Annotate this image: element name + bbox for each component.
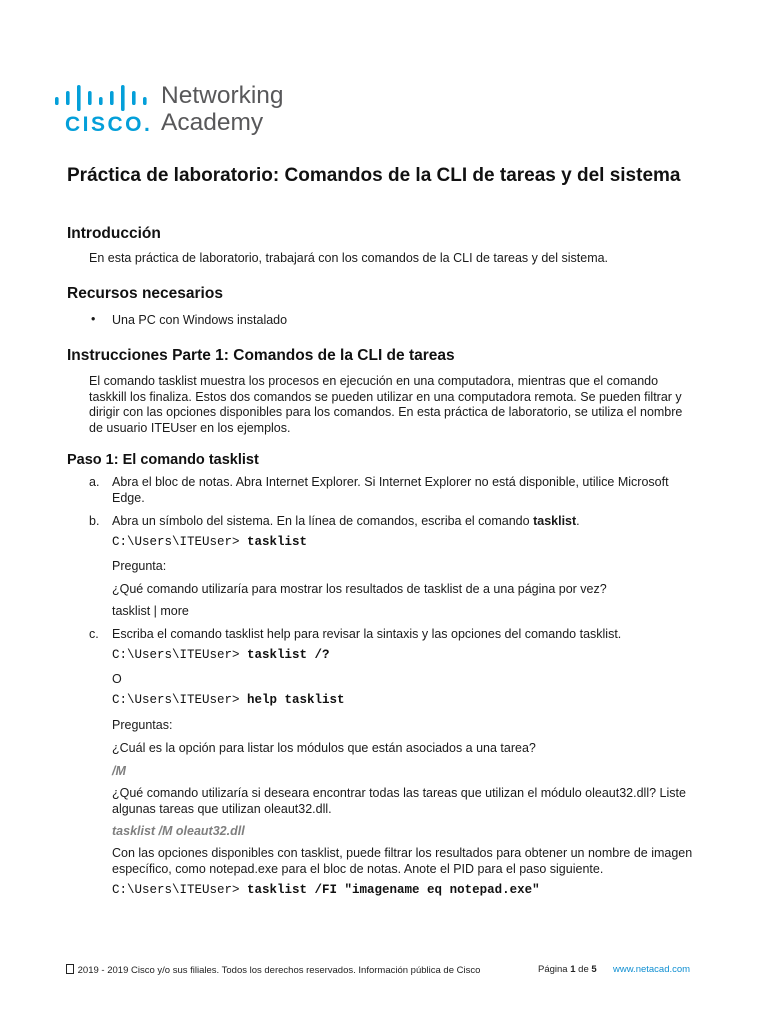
command-line-help-switch: C:\Users\ITEUser> tasklist /?	[112, 648, 330, 662]
step-c-text: Escriba el comando tasklist help para revisar la sintaxis y las opciones del comando tasklist.	[112, 627, 622, 641]
footer-copyright: 2019 - 2019 Cisco y/o sus filiales. Todos los derechos reservados. Información pública de Cisco	[66, 964, 480, 976]
resources-heading: Recursos necesarios	[67, 285, 223, 302]
copyright-icon	[66, 964, 74, 974]
page-title: Práctica de laboratorio: Comandos de la CLI de tareas y del sistema	[67, 165, 681, 186]
part1-heading: Instrucciones Parte 1: Comandos de la CLI de tareas	[67, 347, 455, 364]
step-b-command-name: tasklist	[533, 514, 577, 528]
command-line-help-tasklist: C:\Users\ITEUser> help tasklist	[112, 693, 345, 707]
filter-explanation-text: Con las opciones disponibles con tasklist, puede filtrar los resultados para obtener un nombre de imagen específico, como notepad.exe para el bloc de notas. Anote el PID para el paso siguiente.	[112, 846, 693, 876]
command-line-filter: C:\Users\ITEUser> tasklist /FI "imagename eq notepad.exe"	[112, 883, 540, 897]
cisco-wordmark: CISCO.	[65, 113, 153, 136]
question-2-text: ¿Qué comando utilizaría si deseara encontrar todas las tareas que utilizan el módulo oleaut32.dll? Liste algunas tareas que utilizan oleaut32.dll.	[112, 786, 686, 816]
step1-heading: Paso 1: El comando tasklist	[67, 452, 259, 468]
command-line-tasklist: C:\Users\ITEUser> tasklist	[112, 535, 308, 549]
answer-2-text: tasklist /M oleaut32.dll	[112, 824, 245, 838]
step-c-marker: c.	[89, 627, 99, 641]
step-a-marker: a.	[89, 475, 100, 489]
step-a-text: Abra el bloc de notas. Abra Internet Explorer. Si Internet Explorer no está disponible, utilice Microsoft Edge.	[112, 475, 669, 505]
questions-label: Preguntas:	[112, 718, 173, 732]
question-text: ¿Qué comando utilizaría para mostrar los resultados de tasklist de a una página por vez?	[112, 582, 607, 596]
resources-bullet: •	[91, 312, 96, 326]
question-1-text: ¿Cuál es la opción para listar los módulos que están asociados a una tarea?	[112, 741, 536, 755]
step-b-marker: b.	[89, 514, 100, 528]
logo-networking-text: Networking	[161, 82, 284, 109]
answer-1-text: /M	[112, 764, 126, 778]
cisco-networking-academy-logo	[55, 82, 315, 142]
footer-netacad-link[interactable]: www.netacad.com	[613, 964, 691, 975]
intro-text: En esta práctica de laboratorio, trabajará con los comandos de la CLI de tareas y del sistema.	[89, 251, 609, 265]
answer-text: tasklist | more	[112, 604, 189, 618]
intro-heading: Introducción	[67, 225, 161, 242]
part1-text: El comando tasklist muestra los procesos en ejecución en una computadora, mientras que el comando taskkill los finaliza. Estos dos comandos se pueden utilizar en una computadora remota. Se pueden filtrar y dirigir con las opciones disponibles para los comandos. En esta práctica de laboratorio, se utiliza el nombre de usuario ITEUser en los ejemplos.	[89, 374, 683, 435]
logo-academy-text: Academy	[161, 109, 264, 136]
question-label: Pregunta:	[112, 559, 167, 573]
or-text: O	[112, 672, 122, 686]
step-b-text: Abra un símbolo del sistema. En la línea de comandos, escriba el comando tasklist.	[112, 514, 580, 528]
resources-item: Una PC con Windows instalado	[112, 313, 288, 327]
cisco-bars-icon	[55, 84, 151, 114]
footer-page-number: Página 1 de 5	[538, 964, 597, 975]
